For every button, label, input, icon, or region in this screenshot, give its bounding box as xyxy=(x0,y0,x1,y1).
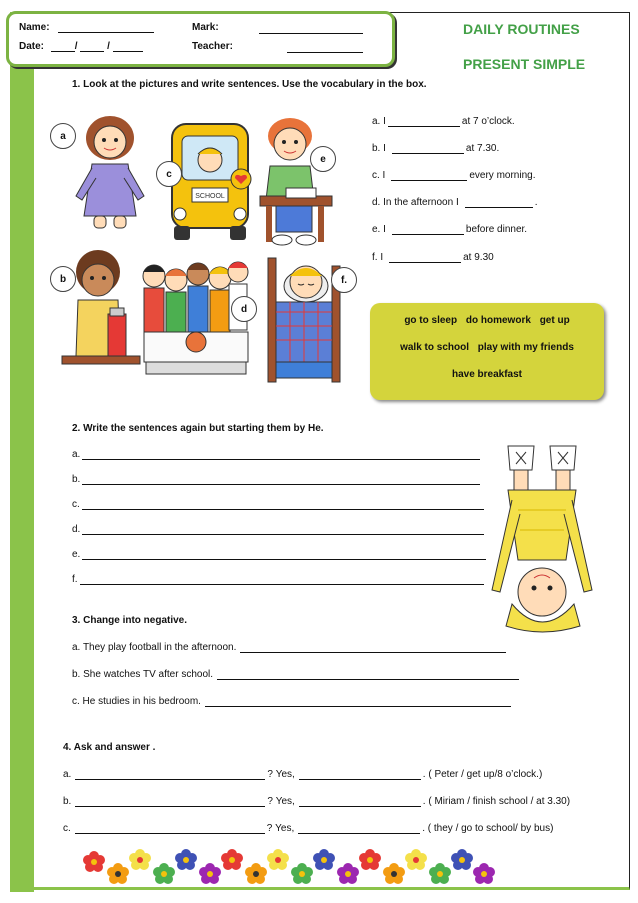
ex4-item-b xyxy=(63,796,570,807)
sentence-text: c. I xyxy=(372,170,386,181)
yes-text: Yes, xyxy=(275,796,295,807)
cue-text: . ( they / go to school/ by bus) xyxy=(422,823,554,834)
answer-blank[interactable] xyxy=(388,116,460,127)
line-letter: b. xyxy=(63,796,72,807)
green-sidebar xyxy=(10,12,34,892)
answer-blank[interactable] xyxy=(205,696,511,707)
ex1-sentence-c xyxy=(372,170,535,181)
flower-border xyxy=(80,848,500,888)
vocab-item: go to sleep xyxy=(404,315,458,326)
ex1-instruction: 1. Look at the pictures and write sentences. Use the vocabulary in the box. xyxy=(72,79,427,90)
ex2-line-c xyxy=(72,499,486,510)
heart-icon xyxy=(230,168,252,190)
question-mark: ? xyxy=(267,769,273,780)
ex1-sentence-e xyxy=(372,224,527,235)
sentence-text: e. I xyxy=(372,224,386,235)
picture-label-d: d xyxy=(231,296,257,322)
line-letter: d. xyxy=(72,524,81,535)
worksheet-subtitle: PRESENT SIMPLE xyxy=(463,56,586,72)
picture-label-a: a xyxy=(50,123,76,149)
svg-text:SCHOOL: SCHOOL xyxy=(195,193,225,200)
line-letter: c. xyxy=(63,823,71,834)
ex1-sentence-f xyxy=(372,252,494,263)
sentence-text: every morning. xyxy=(469,170,536,181)
date-sep: / xyxy=(107,41,110,52)
vocab-item: get up xyxy=(539,315,570,326)
sentence-text: f. I xyxy=(372,252,384,263)
yes-text: Yes, xyxy=(275,769,295,780)
line-letter: b. xyxy=(72,474,81,485)
sentence-text: . xyxy=(534,197,538,208)
ex1-sentence-a xyxy=(372,116,515,127)
vocab-item: have breakfast xyxy=(451,369,523,380)
cue-text: . ( Miriam / finish school / at 3.30) xyxy=(422,796,571,807)
sentence-text: at 9.30 xyxy=(463,252,494,263)
boy-homework-picture xyxy=(256,114,334,248)
sentence-text: a. I xyxy=(372,116,386,127)
answer-blank[interactable] xyxy=(240,642,506,653)
answer-blank[interactable] xyxy=(298,823,420,834)
answer-blank[interactable] xyxy=(82,549,486,560)
teacher-blank[interactable] xyxy=(287,40,363,53)
date-sep: / xyxy=(74,41,78,52)
sentence-text: c. He studies in his bedroom. xyxy=(72,696,201,707)
teacher-label: Teacher: xyxy=(192,41,233,52)
upside-down-girl-picture xyxy=(488,440,604,636)
sentence-text: d. In the afternoon I xyxy=(372,197,459,208)
sentence-text: a. They play football in the afternoon. xyxy=(72,642,237,653)
date-day-blank[interactable] xyxy=(51,51,75,52)
question-blank[interactable] xyxy=(75,823,265,834)
mark-label: Mark: xyxy=(192,22,219,33)
cue-text: . ( Peter / get up/8 o’clock.) xyxy=(422,769,543,780)
line-letter: e. xyxy=(72,549,81,560)
picture-label-b: b xyxy=(50,266,76,292)
ex2-line-b xyxy=(72,474,482,485)
ex4-instruction: 4. Ask and answer . xyxy=(63,742,156,753)
ex2-line-a xyxy=(72,449,482,460)
question-blank[interactable] xyxy=(75,769,265,780)
vocab-item: walk to school xyxy=(400,342,469,353)
ex3-instruction: 3. Change into negative. xyxy=(72,615,188,626)
picture-label-e: e xyxy=(310,146,336,172)
date-year-blank[interactable] xyxy=(113,51,143,52)
sentence-text: before dinner. xyxy=(465,224,528,235)
ex3-item-a xyxy=(72,642,508,653)
ex4-item-a xyxy=(63,769,542,780)
ex2-line-f xyxy=(72,574,486,585)
answer-blank[interactable] xyxy=(465,197,533,208)
girl-waking-picture xyxy=(70,112,150,234)
line-letter: a. xyxy=(72,449,81,460)
sentence-text: at 7 o’clock. xyxy=(461,116,515,127)
vocab-item: play with my friends xyxy=(477,342,574,353)
answer-blank[interactable] xyxy=(392,224,464,235)
vocab-item: do homework xyxy=(465,315,531,326)
name-label: Name: xyxy=(19,22,50,33)
ex1-sentence-d xyxy=(372,197,538,208)
date-field[interactable] xyxy=(19,41,143,52)
line-letter: a. xyxy=(63,769,72,780)
answer-blank[interactable] xyxy=(391,170,467,181)
sentence-text: b. I xyxy=(372,143,386,154)
answer-blank[interactable] xyxy=(299,769,421,780)
picture-label-c: c xyxy=(156,161,182,187)
answer-blank[interactable] xyxy=(392,143,464,154)
answer-blank[interactable] xyxy=(82,499,484,510)
ex1-sentence-b xyxy=(372,143,499,154)
ex2-instruction: 2. Write the sentences again but starting them by He. xyxy=(72,423,324,434)
picture-label-f: f. xyxy=(331,267,357,293)
answer-blank[interactable] xyxy=(80,574,484,585)
ex3-item-b xyxy=(72,669,521,680)
line-letter: c. xyxy=(72,499,80,510)
boy-breakfast-picture xyxy=(58,246,142,370)
question-mark: ? xyxy=(266,823,273,834)
mark-blank[interactable] xyxy=(259,21,363,34)
ex2-line-d xyxy=(72,524,486,535)
ex2-line-e xyxy=(72,549,488,560)
answer-blank[interactable] xyxy=(82,474,480,485)
sentence-text: b. She watches TV after school. xyxy=(72,669,214,680)
name-field[interactable] xyxy=(19,22,154,33)
yes-text: Yes, xyxy=(275,823,295,834)
date-month-blank[interactable] xyxy=(80,51,104,52)
answer-blank[interactable] xyxy=(389,252,461,263)
worksheet-title: DAILY ROUTINES xyxy=(463,21,580,37)
answer-blank[interactable] xyxy=(299,796,421,807)
ex3-item-c xyxy=(72,696,513,707)
answer-blank[interactable] xyxy=(82,524,484,535)
question-blank[interactable] xyxy=(75,796,265,807)
line-letter: f. xyxy=(72,574,78,585)
student-info-box xyxy=(6,11,395,67)
answer-blank[interactable] xyxy=(217,669,519,680)
ex4-item-c xyxy=(63,823,553,834)
name-blank[interactable] xyxy=(58,32,154,33)
answer-blank[interactable] xyxy=(82,449,480,460)
question-mark: ? xyxy=(267,796,273,807)
sentence-text: at 7.30. xyxy=(465,143,500,154)
vocabulary-box xyxy=(370,303,604,400)
date-label: Date: xyxy=(19,41,45,52)
